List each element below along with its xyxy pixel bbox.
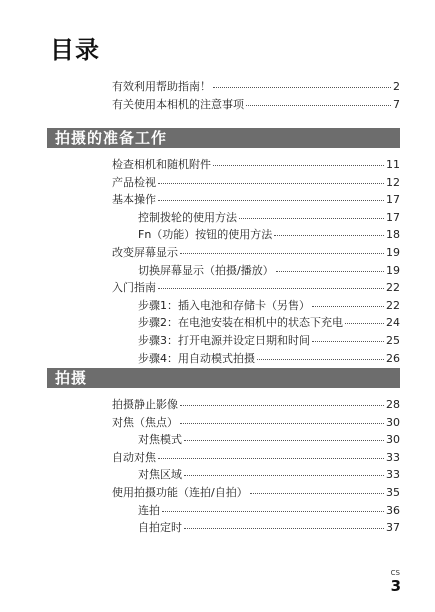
dot-leader bbox=[213, 86, 391, 88]
dot-leader bbox=[180, 422, 384, 424]
toc-entry-page: 30 bbox=[386, 433, 400, 447]
page-number: 3 bbox=[390, 577, 401, 595]
toc-entry-label: 改变屏幕显示 bbox=[112, 245, 178, 259]
toc-entry-page: 11 bbox=[386, 158, 400, 171]
language-code: CS bbox=[390, 569, 400, 577]
toc-entry[interactable] bbox=[112, 297, 400, 315]
toc-entry-page: 33 bbox=[386, 468, 400, 482]
toc-entry-label: 入门指南 bbox=[112, 281, 156, 295]
toc-entry-label: Fn（功能）按钮的使用方法 bbox=[138, 228, 273, 242]
section-heading-shooting: 拍摄 bbox=[47, 368, 400, 388]
dot-leader bbox=[274, 234, 384, 236]
toc-entry-page: 22 bbox=[386, 298, 400, 312]
toc-entry-label: 检查相机和随机附件 bbox=[112, 158, 211, 171]
toc-entry[interactable] bbox=[112, 191, 400, 209]
toc-entry[interactable] bbox=[112, 502, 400, 520]
toc-entry-page: 25 bbox=[386, 333, 400, 347]
toc-entry[interactable] bbox=[112, 431, 400, 449]
toc-entry[interactable] bbox=[112, 314, 400, 332]
dot-leader bbox=[312, 340, 384, 342]
toc-entry-page: 28 bbox=[386, 398, 400, 411]
page-title: 目录 bbox=[50, 36, 100, 64]
toc-entry-label: 基本操作 bbox=[112, 193, 156, 207]
dot-leader bbox=[239, 217, 384, 219]
toc-entry-label: 控制拨轮的使用方法 bbox=[138, 210, 237, 224]
dot-leader bbox=[257, 358, 384, 360]
dot-leader bbox=[184, 527, 384, 529]
dot-leader bbox=[162, 510, 384, 512]
toc-entry-label: 有关使用本相机的注意事项 bbox=[112, 97, 244, 111]
toc-entry-label: 步骤1：插入电池和存储卡（另售） bbox=[138, 298, 310, 312]
toc-section-shooting bbox=[112, 396, 400, 537]
toc-entry-page: 33 bbox=[386, 450, 400, 464]
dot-leader bbox=[184, 474, 384, 476]
toc-entry-label: 对焦区域 bbox=[138, 468, 182, 482]
toc-entry-label: 对焦模式 bbox=[138, 433, 182, 447]
toc-entry[interactable] bbox=[112, 96, 400, 114]
toc-entry-label: 步骤4：用自动模式拍摄 bbox=[138, 351, 255, 365]
toc-entry[interactable] bbox=[112, 449, 400, 467]
toc-entry[interactable] bbox=[112, 226, 400, 244]
toc-entry[interactable] bbox=[112, 396, 400, 414]
toc-entry-page: 7 bbox=[393, 97, 400, 111]
toc-entry-page: 17 bbox=[386, 210, 400, 224]
dot-leader bbox=[180, 404, 384, 406]
toc-entry[interactable] bbox=[112, 332, 400, 350]
dot-leader bbox=[250, 492, 384, 494]
dot-leader bbox=[158, 199, 384, 201]
dot-leader bbox=[184, 439, 384, 441]
dot-leader bbox=[312, 305, 384, 307]
dot-leader bbox=[213, 164, 384, 166]
toc-entry-label: 自动对焦 bbox=[112, 450, 156, 464]
toc-entry[interactable] bbox=[112, 279, 400, 297]
toc-section-preparation bbox=[112, 156, 400, 367]
toc-entry-label: 产品检视 bbox=[112, 175, 156, 189]
dot-leader bbox=[158, 182, 384, 184]
toc-entry-page: 17 bbox=[386, 193, 400, 207]
toc-entry-page: 37 bbox=[386, 521, 400, 535]
toc-entry[interactable] bbox=[112, 156, 400, 174]
toc-entry[interactable] bbox=[112, 466, 400, 484]
toc-entry-label: 自拍定时 bbox=[138, 521, 182, 535]
toc-entry[interactable] bbox=[112, 519, 400, 537]
toc-entry-label: 步骤3：打开电源并设定日期和时间 bbox=[138, 333, 310, 347]
dot-leader bbox=[345, 322, 384, 324]
toc-entry[interactable] bbox=[112, 484, 400, 502]
toc-entry-page: 19 bbox=[386, 263, 400, 277]
toc-entry[interactable] bbox=[112, 350, 400, 368]
toc-entry-page: 2 bbox=[393, 80, 400, 93]
toc-entry-label: 使用拍摄功能（连拍/自拍） bbox=[112, 485, 248, 499]
toc-entry[interactable] bbox=[112, 262, 400, 280]
toc-entry-label: 切换屏幕显示（拍摄/播放） bbox=[138, 263, 274, 277]
toc-entry-page: 12 bbox=[386, 175, 400, 189]
toc-entry-label: 拍摄静止影像 bbox=[112, 398, 178, 411]
toc-entry-label: 步骤2：在电池安装在相机中的状态下充电 bbox=[138, 316, 343, 330]
toc-entry-page: 35 bbox=[386, 485, 400, 499]
section-heading-preparation: 拍摄的准备工作 bbox=[47, 128, 400, 148]
dot-leader bbox=[158, 457, 384, 459]
dot-leader bbox=[158, 287, 384, 289]
dot-leader bbox=[180, 252, 384, 254]
toc-entry[interactable] bbox=[112, 244, 400, 262]
toc-entry-label: 连拍 bbox=[138, 503, 160, 517]
toc-entry-page: 18 bbox=[386, 228, 400, 242]
dot-leader bbox=[276, 270, 384, 272]
toc-intro-list bbox=[112, 78, 400, 113]
toc-entry-page: 22 bbox=[386, 281, 400, 295]
toc-entry[interactable] bbox=[112, 209, 400, 227]
toc-entry-page: 24 bbox=[386, 316, 400, 330]
toc-entry[interactable] bbox=[112, 174, 400, 192]
toc-entry-label: 对焦（焦点） bbox=[112, 415, 178, 429]
toc-entry-page: 19 bbox=[386, 245, 400, 259]
toc-entry-page: 30 bbox=[386, 415, 400, 429]
toc-entry[interactable] bbox=[112, 78, 400, 96]
toc-entry-page: 26 bbox=[386, 351, 400, 365]
toc-entry-page: 36 bbox=[386, 503, 400, 517]
dot-leader bbox=[246, 104, 391, 106]
toc-entry[interactable] bbox=[112, 414, 400, 432]
toc-entry-label: 有效利用帮助指南！ bbox=[112, 80, 211, 93]
